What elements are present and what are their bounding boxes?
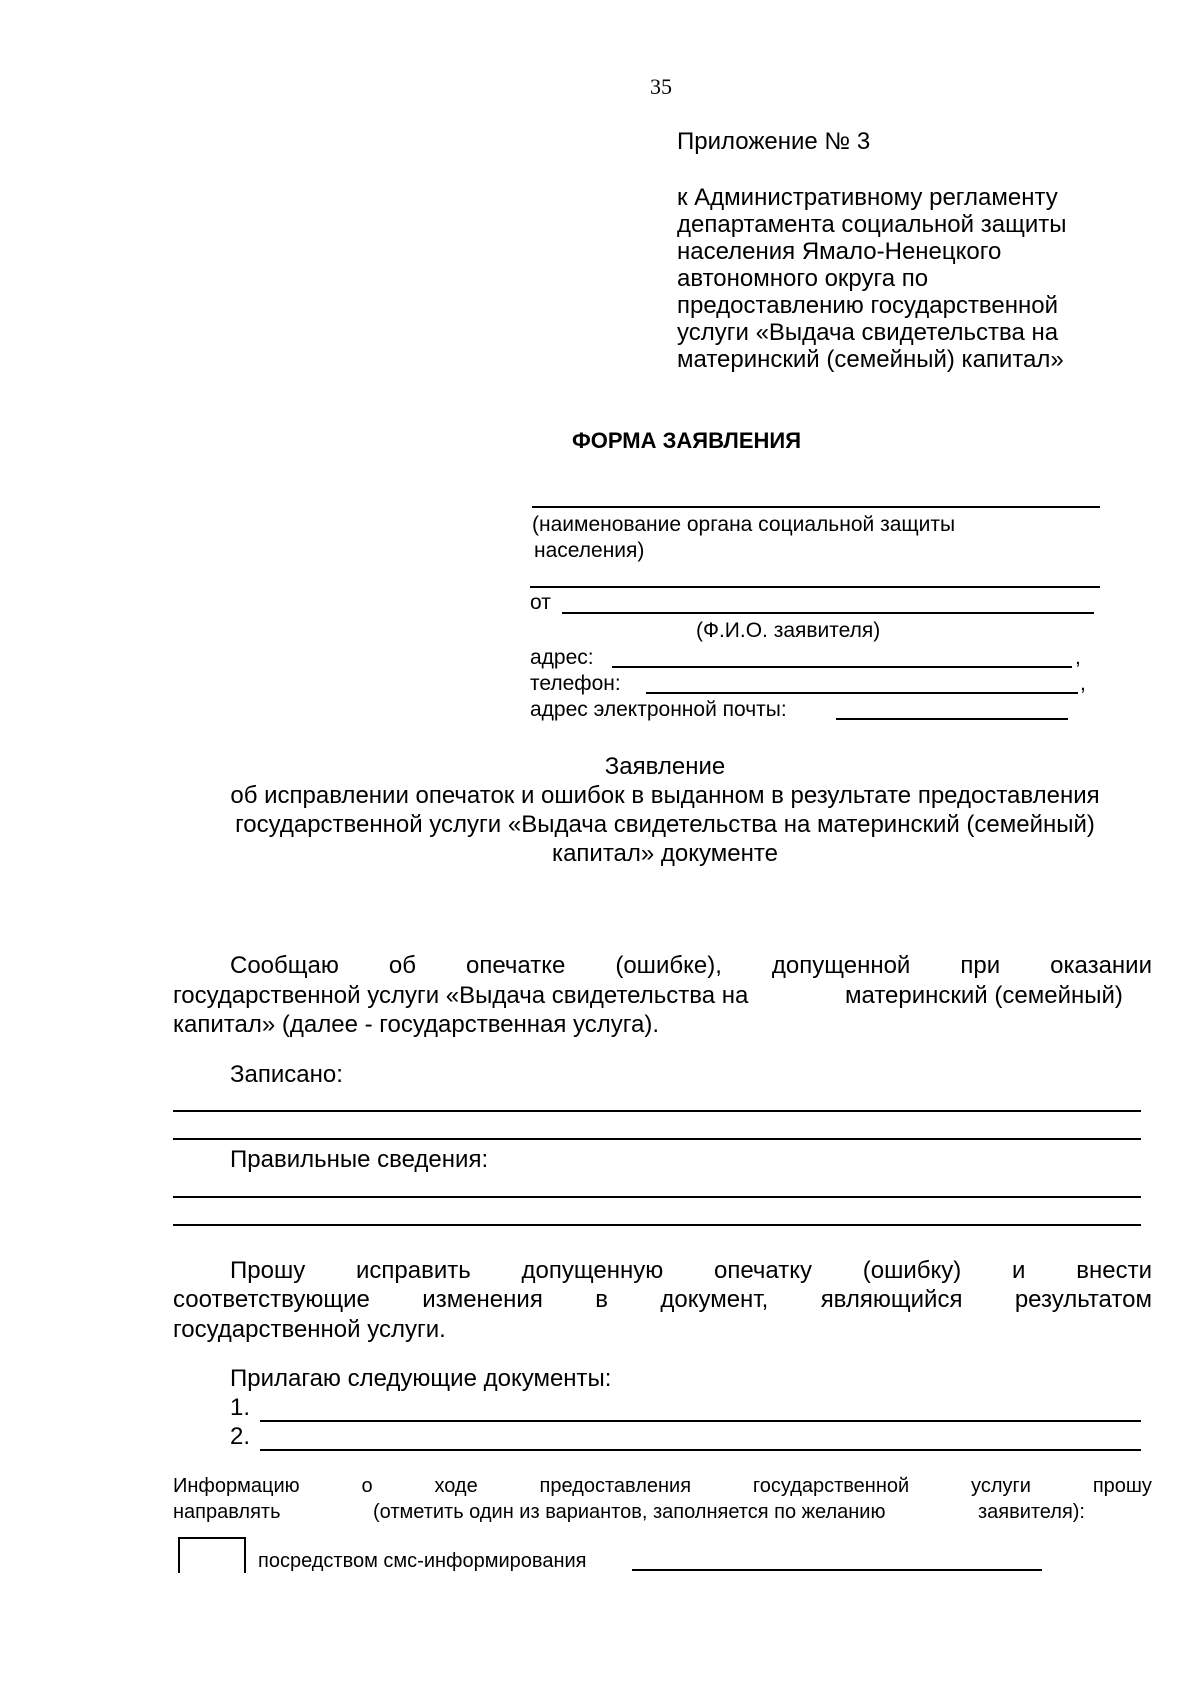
sms-option-label: посредством смс-информирования [258,1550,587,1572]
word: ходе [434,1475,478,1497]
statement-title: Заявление [604,753,726,780]
paragraph-report-line [230,952,1152,980]
word: при [960,952,1001,979]
info-delivery-line [173,1475,1152,1498]
word: государственной [752,1475,910,1497]
sms-checkbox[interactable] [178,1537,246,1573]
address-line[interactable] [612,666,1072,668]
appendix-line: услуги «Выдача свидетельства на [677,319,1059,346]
sms-phone-line[interactable] [632,1569,1042,1571]
email-line[interactable] [836,718,1068,720]
appendix-title: Приложение № 3 [677,128,871,155]
word: услуги [971,1475,1031,1497]
word: Информацию [173,1475,300,1497]
form-title: ФОРМА ЗАЯВЛЕНИЯ [572,428,802,453]
comma: , [1080,672,1086,695]
attachments-label: Прилагаю следующие документы: [230,1365,612,1392]
paragraph-request-line [230,1257,1152,1285]
statement-subtitle: об исправлении опечаток и ошибок в выданном в результате предоставления [230,782,1100,809]
correct-info-line-2[interactable] [173,1224,1141,1226]
org-caption: (наименование органа социальной защиты [532,513,956,536]
word: об [388,952,416,979]
word: допущенную [521,1257,664,1284]
word: Прошу [230,1257,306,1284]
correct-info-label: Правильные сведения: [230,1146,489,1173]
paragraph-report-text: материнский (семейный) [845,982,1123,1009]
written-line-2[interactable] [173,1138,1141,1140]
attachment-number: 2. [230,1423,251,1450]
address-label: адрес: [530,646,594,669]
word: прошу [1092,1475,1152,1497]
paragraph-report-text: государственной услуги «Выдача свидетельства на [173,982,749,1009]
word: в [595,1286,608,1313]
word: Сообщаю [230,952,339,979]
paragraph-request-line [173,1286,1152,1314]
applicant-name-line[interactable] [562,612,1094,614]
correct-info-line-1[interactable] [173,1196,1141,1198]
phone-label: телефон: [530,672,621,695]
word: (ошибку) [862,1257,962,1284]
word: соответствующие [173,1286,370,1313]
org-name-line-2[interactable] [530,586,1100,588]
appendix-line: предоставлению государственной [677,292,1059,319]
fio-caption: (Ф.И.О. заявителя) [696,619,881,642]
word: (ошибке), [615,952,722,979]
org-caption: населения) [534,539,645,562]
written-label: Записано: [230,1061,343,1088]
attachment-line-1[interactable] [260,1420,1141,1422]
attachment-line-2[interactable] [260,1449,1141,1451]
word: и [1012,1257,1026,1284]
comma: , [1075,646,1081,669]
word: (отметить один из вариантов, заполняется по желанию [372,1501,886,1523]
word: допущенной [771,952,911,979]
appendix-line: департамента социальной защиты [677,211,1067,238]
phone-line[interactable] [646,692,1078,694]
word: результатом [1014,1286,1152,1313]
word: внести [1076,1257,1152,1284]
word: оказании [1050,952,1152,979]
word: опечатку [713,1257,812,1284]
org-name-line[interactable] [532,506,1100,508]
appendix-line: населения Ямало-Ненецкого [677,238,1002,265]
word: заявителя): [977,1501,1085,1523]
statement-subtitle: капитал» документе [552,840,778,867]
email-label: адрес электронной почты: [530,698,787,721]
appendix-line: автономного округа по [677,265,929,292]
word: изменения [422,1286,543,1313]
from-label: от [530,591,551,614]
appendix-line: материнский (семейный) капитал» [677,346,1064,373]
word: исправить [355,1257,471,1284]
word: о [361,1475,373,1497]
page-number: 35 [650,74,672,99]
statement-subtitle: государственной услуги «Выдача свидетельства на материнский (семейный) [235,811,1095,838]
word: предоставления [539,1475,692,1497]
word: являющийся [820,1286,963,1313]
info-delivery-line [173,1501,1085,1524]
word: направлять [173,1501,281,1523]
paragraph-report-text: капитал» (далее - государственная услуга). [173,1011,660,1038]
written-line-1[interactable] [173,1110,1141,1112]
word: опечатке [466,952,566,979]
attachment-number: 1. [230,1394,251,1421]
appendix-line: к Административному регламенту [677,184,1058,211]
word: документ, [660,1286,769,1313]
paragraph-request-text: государственной услуги. [173,1316,446,1343]
